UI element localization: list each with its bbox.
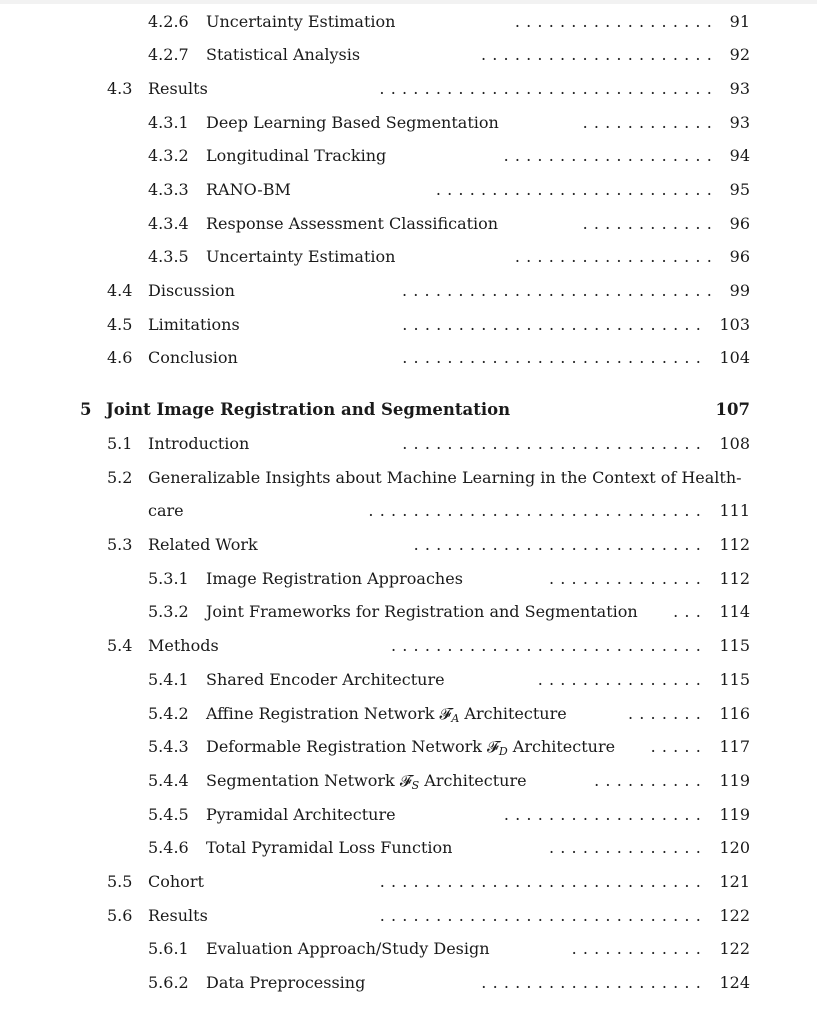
dot-leader: .................... <box>481 973 707 992</box>
dot-leader: ......................... <box>435 180 718 199</box>
section-title-text: Total Pyramidal Loss Function <box>206 838 453 857</box>
section-number: 4.6 <box>107 348 133 367</box>
dot-leader: ............................ <box>401 281 718 300</box>
section-number: 5.3 <box>107 535 133 554</box>
dot-leader: ............................ <box>390 636 707 655</box>
section-number: 4.5 <box>107 315 133 334</box>
dot-leader: ................... <box>503 146 718 165</box>
page-number: 124 <box>719 973 750 992</box>
page-number: 96 <box>729 247 750 266</box>
dot-leader: ............................. <box>379 872 707 891</box>
dot-leader: ....... <box>627 704 707 723</box>
page-number: 122 <box>719 939 750 958</box>
section-title-text: Joint Frameworks for Registration and Segmentation <box>206 602 638 621</box>
section-number: 5.1 <box>107 434 133 453</box>
toc-entry[interactable] <box>0 142 817 170</box>
section-title-text: Response Assessment Classification <box>206 214 499 233</box>
section-title <box>148 868 204 896</box>
page-number: 93 <box>729 79 750 98</box>
page-number: 94 <box>729 146 750 165</box>
section-number: 5.6.2 <box>148 973 189 992</box>
section-title-text: Deformable Registration Network 𝓕 <box>206 737 499 756</box>
section-title <box>206 210 498 238</box>
toc-entry[interactable] <box>0 700 817 728</box>
page-number: 111 <box>719 501 750 520</box>
section-title-text: Related Work <box>148 535 258 554</box>
section-title-text: Segmentation Network 𝓕 <box>206 771 412 790</box>
section-title-text: Conclusion <box>148 348 238 367</box>
page-number: 112 <box>719 569 750 588</box>
page-number: 108 <box>719 434 750 453</box>
toc-entry[interactable] <box>0 666 817 694</box>
section-title <box>206 733 615 766</box>
page-number: 117 <box>719 737 750 756</box>
toc-entry[interactable] <box>0 8 817 36</box>
page-number: 92 <box>729 45 750 64</box>
section-title-suffix: Architecture <box>459 704 567 723</box>
section-title <box>206 565 463 593</box>
section-title <box>206 109 499 137</box>
dot-leader: ............ <box>582 113 718 132</box>
section-title-text: Generalizable Insights about Machine Learning in the Context of Health- <box>148 468 742 487</box>
section-number: 5.2 <box>107 468 133 487</box>
section-title-text: Uncertainty Estimation <box>206 247 396 266</box>
toc-entry[interactable] <box>0 176 817 204</box>
section-title-text: Cohort <box>148 872 204 891</box>
section-title <box>206 969 365 997</box>
page-number: 93 <box>729 113 750 132</box>
section-title <box>206 41 360 69</box>
section-number: 5.3.2 <box>148 602 189 621</box>
dot-leader: .............. <box>548 569 707 588</box>
toc-entry[interactable] <box>0 109 817 137</box>
dot-leader: ............ <box>571 939 707 958</box>
toc-entry[interactable] <box>0 935 817 963</box>
page-number: 121 <box>719 872 750 891</box>
section-title-text: Results <box>148 906 208 925</box>
section-number: 5.5 <box>107 872 133 891</box>
section-number: 5.6 <box>107 906 133 925</box>
section-number: 4.3.2 <box>148 146 189 165</box>
dot-leader: .......... <box>594 771 707 790</box>
page-number: 99 <box>729 281 750 300</box>
page-number: 115 <box>719 636 750 655</box>
section-number: 5.6.1 <box>148 939 189 958</box>
section-title-suffix: Architecture <box>507 737 616 756</box>
page-number: 120 <box>719 838 750 857</box>
section-title <box>148 430 249 458</box>
page-number: 115 <box>719 670 750 689</box>
page-number: 112 <box>719 535 750 554</box>
section-title-text: Image Registration Approaches <box>206 569 463 588</box>
section-title-text: Shared Encoder Architecture <box>206 670 445 689</box>
section-title <box>206 767 527 800</box>
section-title-text: Data Preprocessing <box>206 973 366 992</box>
section-title-text: Evaluation Approach/Study Design <box>206 939 490 958</box>
toc-entry[interactable] <box>0 210 817 238</box>
page-number: 119 <box>719 805 750 824</box>
section-title-text: Deep Learning Based Segmentation <box>206 113 499 132</box>
section-title-text: Methods <box>148 636 219 655</box>
section-title-text: Joint Image Registration and Segmentation <box>106 400 511 419</box>
section-title <box>148 277 235 305</box>
section-title <box>206 935 490 963</box>
section-title <box>206 700 567 733</box>
section-number: 5.4 <box>107 636 133 655</box>
section-number: 5 <box>80 400 92 419</box>
toc-entry[interactable] <box>0 311 817 339</box>
dot-leader: .................. <box>514 247 718 266</box>
page-number: 104 <box>719 348 750 367</box>
section-title <box>206 801 396 829</box>
page-number: 107 <box>715 400 750 419</box>
math-subscript: S <box>411 779 420 792</box>
section-title-text: Uncertainty Estimation <box>206 12 396 31</box>
chapter-entry[interactable] <box>0 396 817 424</box>
dot-leader: ........................... <box>402 434 707 453</box>
section-title <box>106 396 510 424</box>
dot-leader: .............................. <box>368 501 707 520</box>
section-title <box>148 632 219 660</box>
section-title <box>206 8 395 36</box>
section-number: 5.4.5 <box>148 805 189 824</box>
section-title-text: Pyramidal Architecture <box>206 805 396 824</box>
toc-entry[interactable] <box>0 75 817 103</box>
dot-leader: ..... <box>650 737 707 756</box>
section-number: 4.3.3 <box>148 180 189 199</box>
page-number: 95 <box>729 180 750 199</box>
section-number: 5.3.1 <box>148 569 189 588</box>
section-title <box>206 243 395 271</box>
toc-entry[interactable] <box>0 969 817 997</box>
toc-entry[interactable] <box>0 277 817 305</box>
section-title-text: Longitudinal Tracking <box>206 146 387 165</box>
toc-entry[interactable] <box>0 868 817 896</box>
section-title-text: Introduction <box>148 434 250 453</box>
math-subscript: D <box>498 745 508 758</box>
page-number: 114 <box>719 602 750 621</box>
section-number: 4.2.7 <box>148 45 189 64</box>
section-title <box>206 142 386 170</box>
section-number: 4.3.4 <box>148 214 189 233</box>
section-title <box>148 531 258 559</box>
toc-entry-continuation[interactable] <box>0 497 817 525</box>
section-title-text: Results <box>148 79 208 98</box>
dot-leader: ..................... <box>480 45 718 64</box>
section-number: 4.3.1 <box>148 113 189 132</box>
page-number: 96 <box>729 214 750 233</box>
page-number: 122 <box>719 906 750 925</box>
section-title-text: Statistical Analysis <box>206 45 361 64</box>
page-number: 103 <box>719 315 750 334</box>
section-title-text: Limitations <box>148 315 240 334</box>
math-subscript: A <box>451 712 460 725</box>
section-number: 4.4 <box>107 281 133 300</box>
section-number: 5.4.6 <box>148 838 189 857</box>
section-title <box>148 464 742 492</box>
section-title-suffix: Architecture <box>419 771 527 790</box>
toc-entry[interactable] <box>0 834 817 862</box>
section-title <box>206 666 445 694</box>
toc-entry[interactable] <box>0 464 817 492</box>
toc-entry[interactable] <box>0 598 817 626</box>
section-number: 4.3 <box>107 79 133 98</box>
section-number: 4.3.5 <box>148 247 189 266</box>
toc-entry[interactable] <box>0 344 817 372</box>
section-title-text: Discussion <box>148 281 235 300</box>
section-number: 5.4.3 <box>148 737 189 756</box>
dot-leader: ............... <box>537 670 707 689</box>
toc-entry[interactable] <box>0 801 817 829</box>
section-number: 5.4.4 <box>148 771 189 790</box>
section-title-continuation: care <box>148 501 184 520</box>
section-title <box>148 344 238 372</box>
toc-entry[interactable] <box>0 565 817 593</box>
toc-entry[interactable] <box>0 243 817 271</box>
section-title <box>206 598 638 626</box>
toc-entry[interactable] <box>0 531 817 559</box>
page-number: 116 <box>719 704 750 723</box>
toc-entry[interactable] <box>0 430 817 458</box>
toc-entry[interactable] <box>0 733 817 761</box>
dot-leader: ............................. <box>379 906 707 925</box>
toc-entry[interactable] <box>0 632 817 660</box>
dot-leader: ... <box>673 602 707 621</box>
dot-leader: ........................... <box>402 315 707 334</box>
section-title-text: RANO-BM <box>206 180 291 199</box>
section-title <box>148 902 208 930</box>
dot-leader: .................. <box>514 12 718 31</box>
section-number: 4.2.6 <box>148 12 189 31</box>
section-number: 5.4.2 <box>148 704 189 723</box>
section-title <box>206 176 291 204</box>
dot-leader: .......................... <box>413 535 707 554</box>
section-title <box>206 834 452 862</box>
section-title <box>148 311 240 339</box>
section-number: 5.4.1 <box>148 670 189 689</box>
dot-leader: .................. <box>503 805 707 824</box>
dot-leader: .............. <box>548 838 707 857</box>
section-title-text: Affine Registration Network 𝓕 <box>206 704 452 723</box>
section-title <box>148 75 208 103</box>
toc-entry[interactable] <box>0 902 817 930</box>
toc-entry[interactable] <box>0 41 817 69</box>
dot-leader: ............ <box>582 214 718 233</box>
dot-leader: .............................. <box>379 79 718 98</box>
page-number: 91 <box>729 12 750 31</box>
toc-entry[interactable] <box>0 767 817 795</box>
page-number: 119 <box>719 771 750 790</box>
dot-leader: ........................... <box>402 348 707 367</box>
